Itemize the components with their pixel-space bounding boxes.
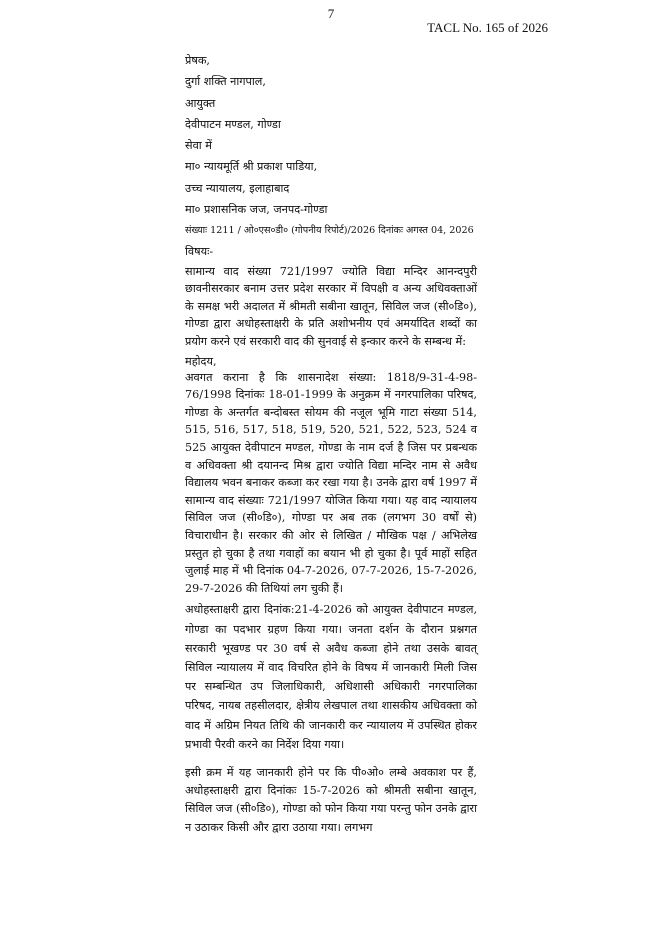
sender-designation: आयुक्त xyxy=(185,96,216,110)
subject-label: विषयः- xyxy=(185,245,214,259)
to-label: सेवा में xyxy=(185,139,212,153)
paragraph-1: अवगत कराना है कि शासनादेश संख्या: 1818/9-31-4-98-76/1998 दिनांकः 18-01-1999 के अनुक्रम में नगरपालिका परिषद, गोण्डा के अन्तर्गत बन्दोबस्त सोयम की नजूल भूमि गाटा संख्या 514, 515, 516, 517, 518, 519, 520, 521, 522, 523, 524 व 525 आयुक्त देवीपाटन मण्डल, गोण्डा के नाम दर्ज है जिस पर प्रबन्धक व अधिवक्ता श्री दयानन्द मिश्र द्वारा ज्योति विद्या मन्दिर नाम से अवैध विद्यालय भवन बनाकर कब्जा कर रखा गया है। उनके द्वारा वर्ष 1997 में सामान्य वाद संख्याः 721/1997 योजित किया गया। यह वाद न्यायालय सिविल जज (सी०डि०), गोण्डा पर अब तक (लगभग 30 वर्षों से) विचाराधीन है। सरकार की ओर से लिखित / मौखिक पक्ष / अभिलेख प्रस्तुत हो चुका है तथा गवाहों का बयान भी हो चुका है। पूर्व माहों सहित जुलाई माह में भी दिनांक 04-7-2026, 07-7-2026, 15-7-2026, 29-7-2026 की तिथियां लग चुकी हैं। xyxy=(185,370,477,595)
sender-name: दुर्गा शक्ति नागपाल, xyxy=(185,75,266,89)
paragraph-3: इसी क्रम में यह जानकारी होने पर कि पी०ओ० लम्बे अवकाश पर हैं, अधोहस्ताक्षरी द्वारा दिनांकः 15-7-2026 को श्रीमती सबीना खातून, सिविल जज (सी०डि०), गोण्डा को फोन किया गया परन्तु फोन उनके द्वारा न उठाकर किसी और द्वारा उठाया गया। लगभग xyxy=(185,765,477,834)
from-label: प्रेषक, xyxy=(185,54,210,67)
page-number: 7 xyxy=(327,6,335,21)
recipient-3: मा० प्रशासनिक जज, जनपद-गोण्डा xyxy=(185,203,328,217)
reference-number: संख्याः 1211 / ओ०एस०डी० (गोपनीय रिपोर्ट)/2026 दिनांकः अगस्त 04, 2026 xyxy=(185,225,474,237)
recipient-1: मा० न्यायमूर्ति श्री प्रकाश पाडिया, xyxy=(185,160,318,174)
recipient-2: उच्च न्यायालय, इलाहाबाद xyxy=(185,181,290,195)
letter-body xyxy=(185,50,477,837)
sender-office: देवीपाटन मण्डल, गोण्डा xyxy=(185,117,281,131)
paragraph-2: अधोहस्ताक्षरी द्वारा दिनांक:21-4-2026 को आयुक्त देवीपाटन मण्डल, गोण्डा का पदभार ग्रहण किया गया। जनता दर्शन के दौरान प्रश्नगत सरकारी भूखण्ड पर 30 वर्ष से अवैध कब्जा होने तथा उसके बावत् सिविल न्यायालय में वाद विचरित होने के विषय में जानकारी मिली जिस पर सम्बन्धित उप जिलाधिकारी, अधिशासी अधिकारी नगरपालिका परिषद, नायब तहसीलदार, क्षेत्रीय लेखपाल तथा शासकीय अधिवक्ता को वाद में अग्रिम नियत तिथि की जानकारी कर न्यायालय में उपस्थित होकर प्रभावी पैरवी करने का निर्देश दिया गया। xyxy=(185,603,477,751)
subject-text: सामान्य वाद संख्या 721/1997 ज्योति विद्या मन्दिर आनन्दपुरी छावनीसरकार बनाम उत्तर प्रदेश सरकार में विपक्षी व अन्य अधिवक्ताओं के समक्ष भरी अदालत में श्रीमती सबीना खातून, सिविल जज (सी०डि०), गोण्डा द्वारा अधोहस्ताक्षरी के प्रति अशोभनीय एवं अमर्यादित शब्दों का प्रयोग करने एवं सरकारी वाद की सुनवाई से इन्कार करने के सम्बन्ध में: xyxy=(185,264,477,349)
salutation: महोदय, xyxy=(185,354,217,368)
case-reference: TACL No. 165 of 2026 xyxy=(427,20,548,35)
